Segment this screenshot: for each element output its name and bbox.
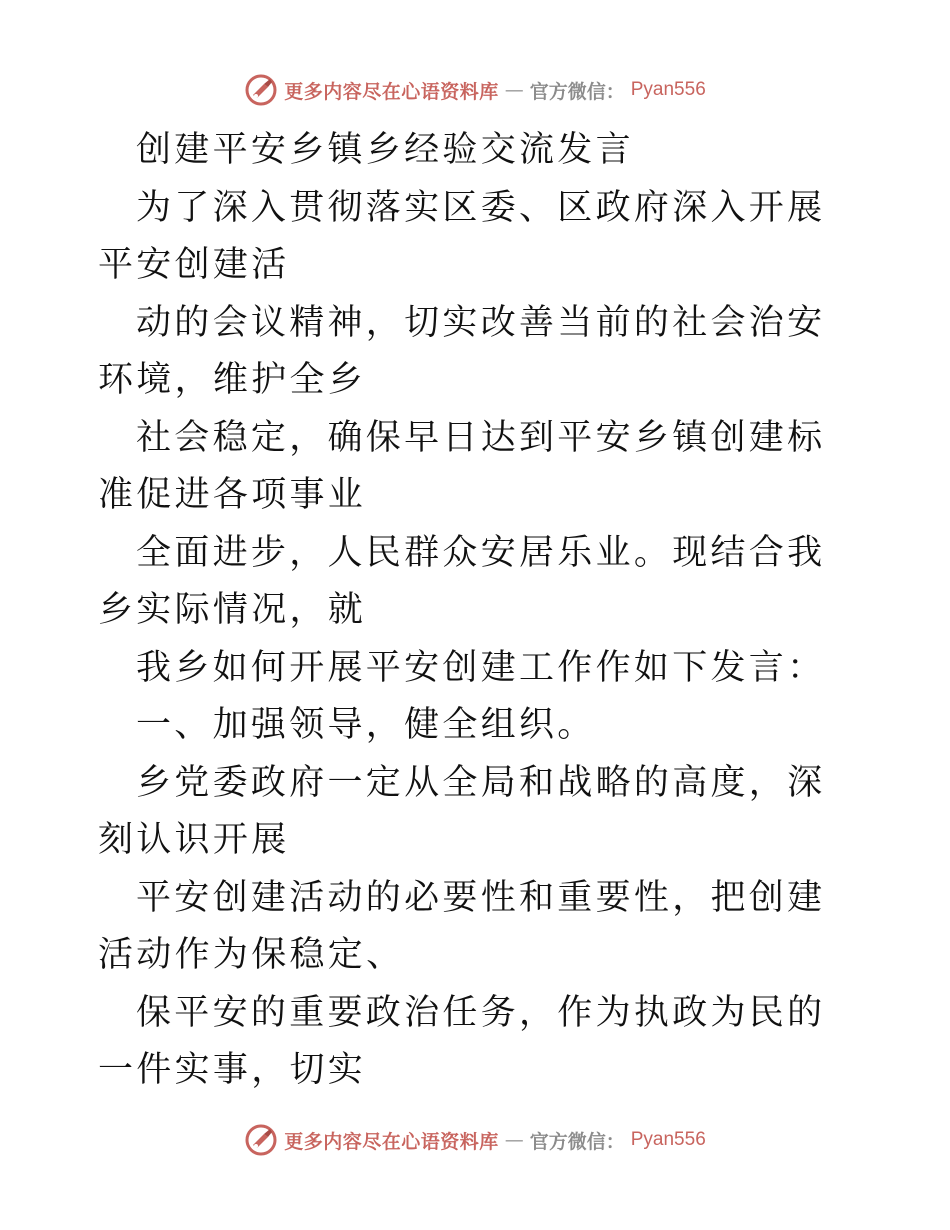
document-body: [98, 122, 858, 1100]
wechat-id: Pyan556: [630, 1129, 706, 1150]
paragraph: 保平安的重要政治任务，作为执政为民的一件实事，切实: [98, 992, 826, 1090]
separator-dash: —: [504, 1129, 524, 1151]
contact-label: 官方微信：: [529, 1130, 625, 1153]
paragraph: 动的会议精神，切实改善当前的社会治安环境，维护全乡: [98, 302, 826, 400]
footer-banner: [0, 1120, 950, 1160]
separator-dash: —: [504, 79, 524, 101]
paragraph: 乡党委政府一定从全局和战略的高度，深刻认识开展: [98, 762, 826, 860]
contact-label: 官方微信：: [529, 80, 625, 103]
pen-logo-icon: [244, 73, 278, 107]
paragraph: 社会稳定，确保早日达到平安乡镇创建标准促进各项事业: [98, 417, 826, 515]
paragraph: 平安创建活动的必要性和重要性，把创建活动作为保稳定、: [98, 877, 826, 975]
promo-text: 更多内容尽在心语资料库: [284, 80, 499, 103]
section-heading: 一、加强领导，健全组织。: [136, 705, 596, 745]
paragraph: 为了深入贯彻落实区委、区政府深入开展平安创建活: [98, 187, 826, 285]
header-banner: [0, 70, 950, 110]
promo-text: 更多内容尽在心语资料库: [284, 1130, 499, 1153]
paragraph: 我乡如何开展平安创建工作作如下发言：: [136, 647, 826, 688]
wechat-id: Pyan556: [630, 79, 706, 100]
pen-logo-icon: [244, 1123, 278, 1157]
paragraph: 全面进步，人民群众安居乐业。现结合我乡实际情况，就: [98, 532, 826, 630]
document-title: 创建平安乡镇乡经验交流发言: [136, 130, 634, 170]
